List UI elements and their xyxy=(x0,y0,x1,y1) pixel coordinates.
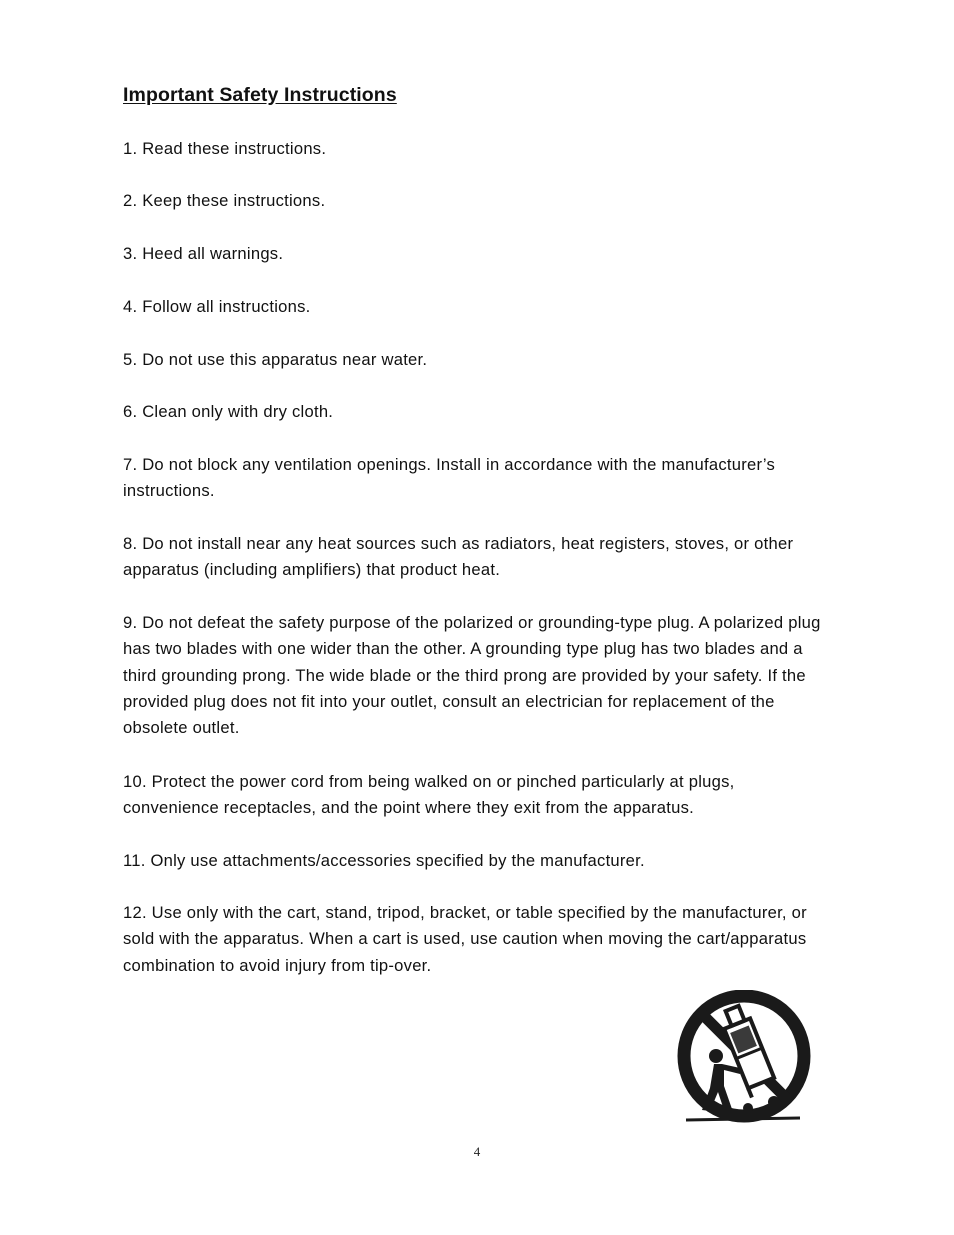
instruction-item-3: 3. Heed all warnings. xyxy=(123,244,284,263)
instruction-item-12: 12. Use only with the cart, stand, tripod, bracket, or table specified by the manufacturer, or sold with the apparatus. When a cart is used, use caution when moving the cart/apparatus combination to avoid injury from tip-over. xyxy=(123,903,807,975)
instruction-item-11: 11. Only use attachments/accessories specified by the manufacturer. xyxy=(123,851,645,870)
cart-tip-over-warning-icon xyxy=(674,990,814,1130)
page-title: Important Safety Instructions xyxy=(123,84,397,106)
instruction-item-8: 8. Do not install near any heat sources such as radiators, heat registers, stoves, or other apparatus (including amplifiers) that product heat. xyxy=(123,534,794,580)
instruction-item-6: 6. Clean only with dry cloth. xyxy=(123,402,334,421)
instruction-item-1: 1. Read these instructions. xyxy=(123,139,327,158)
page-number: 4 xyxy=(473,1144,481,1159)
instruction-item-2: 2. Keep these instructions. xyxy=(123,191,326,210)
instruction-item-7: 7. Do not block any ventilation openings. Install in accordance with the manufacturer’s instructions. xyxy=(123,455,776,501)
instruction-item-10: 10. Protect the power cord from being walked on or pinched particularly at plugs, convenience receptacles, and the point where they exit from the apparatus. xyxy=(123,772,735,818)
instruction-item-9: 9. Do not defeat the safety purpose of the polarized or grounding-type plug. A polarized plug has two blades with one wider than the other. A grounding type plug has two blades and a third grounding prong. The wide blade or the third prong are provided by your safety. If the provided plug does not fit into your outlet, consult an electrician for replacement of the obsolete outlet. xyxy=(123,613,821,738)
instruction-item-4: 4. Follow all instructions. xyxy=(123,297,311,316)
instruction-item-5: 5. Do not use this apparatus near water. xyxy=(123,350,428,369)
